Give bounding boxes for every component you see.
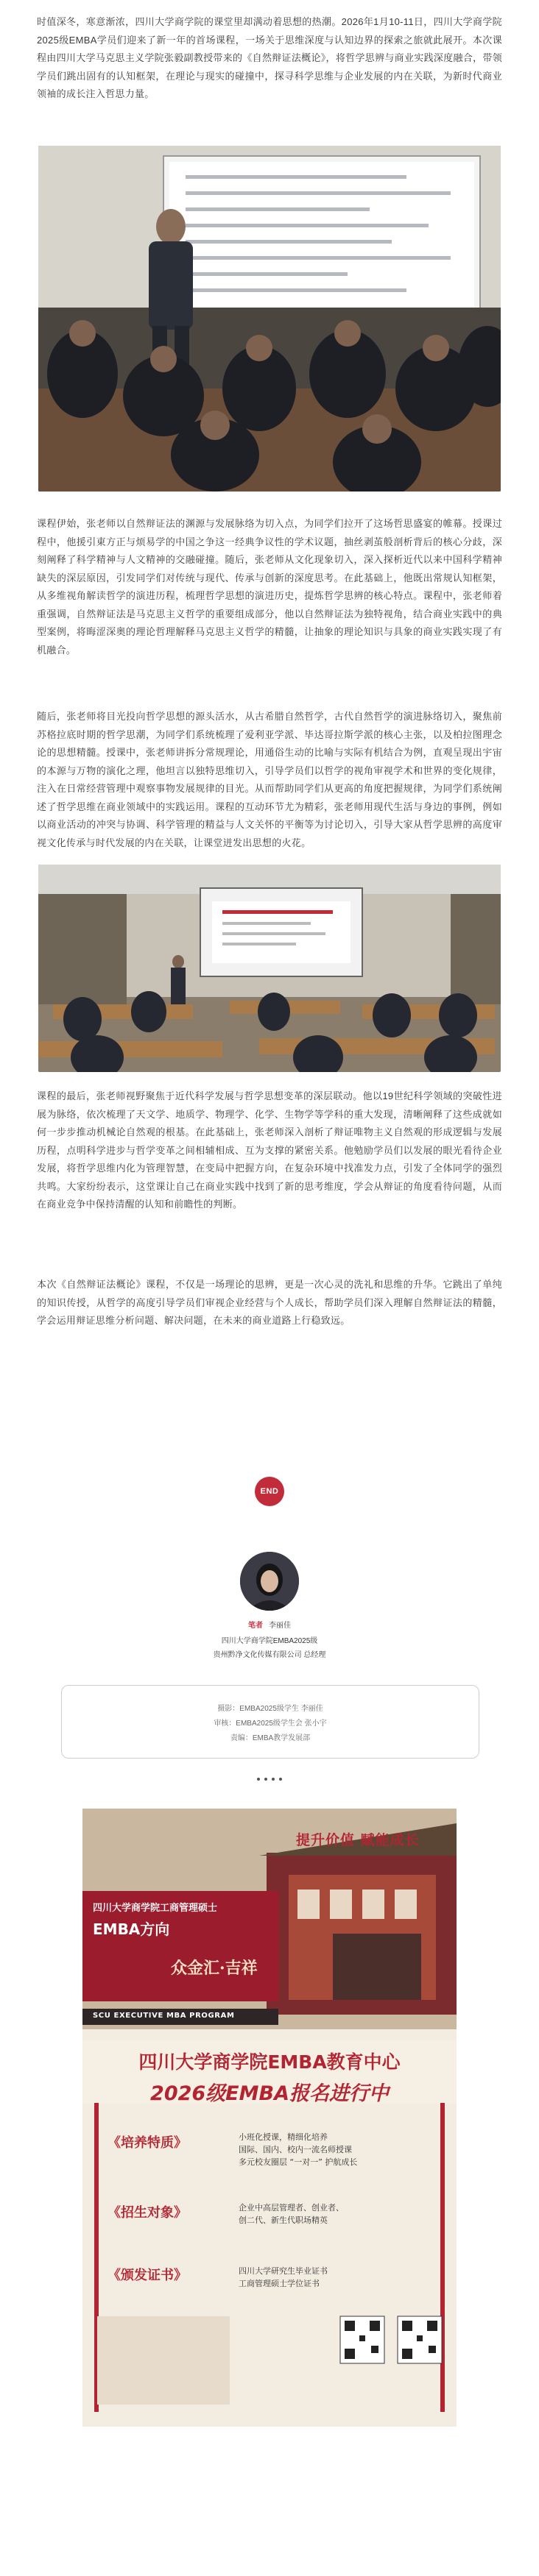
- poster-program-subtitle: EMBA方向: [93, 1920, 170, 1938]
- poster-program-title: 四川大学商学院工商管理硕士: [93, 1903, 218, 1914]
- credit-photographer: 摄影：EMBA2025级学生 李丽佳: [217, 1705, 323, 1713]
- author-avatar: [240, 1552, 299, 1611]
- poster-feature-2-line-1: 企业中高层管理者、创业者、: [239, 2203, 344, 2213]
- poster-feature-1-tag: 《培养特质》: [108, 2135, 187, 2151]
- summary-paragraph: 本次《自然辩证法概论》课程，不仅是一场理论的思辨，更是一次心灵的洗礼和思维的升华。它跳出了单纯的知识传授，从哲学的高度引导学员们审视企业经营与个人成长，帮助学员们深入理解自然辩证法的精髓，学会运用辩证思维分析问题、解决问题，在未来的商业道路上行稳致远。: [37, 1279, 502, 1326]
- poster-feature-3: [239, 2265, 328, 2290]
- poster-slogan: 提升价值 赋能成长: [296, 1832, 420, 1848]
- poster-feature-1: [239, 2131, 357, 2168]
- poster-feature-3-tag: 《颁发证书》: [108, 2268, 187, 2283]
- lecture-photo-2: [38, 865, 501, 1072]
- poster-brush-text: 众金汇·吉祥: [171, 1959, 258, 1978]
- lecture-photo-1: [38, 146, 501, 492]
- qr-code-1[interactable]: [340, 2316, 384, 2363]
- credits-box: [61, 1685, 479, 1759]
- qr-code-2[interactable]: [398, 2316, 442, 2363]
- poster-feature-1-line-2: 国际、国内、校内一流名师授课: [239, 2145, 352, 2154]
- poster-feature-1-line-3: 多元校友圈层 “一对一” 护航成长: [239, 2157, 358, 2167]
- author-byline: [0, 1619, 539, 1630]
- author-name: 李丽佳: [269, 1622, 291, 1630]
- author-class: 四川大学商学院EMBA2025级: [221, 1637, 318, 1645]
- poster-enroll-title: 2026级EMBA报名进行中: [150, 2082, 389, 2105]
- section-divider: [0, 1778, 539, 1781]
- poster-feature-2: [239, 2201, 344, 2226]
- poster-feature-2-tag: 《招生对象》: [108, 2205, 187, 2221]
- poster-feature-3-line-2: 工商管理硕士学位证书: [239, 2279, 320, 2288]
- intro-paragraph: 时值深冬，寒意渐浓，四川大学商学院的课堂里却满动着思想的热潮。2026年1月10-11日，四川大学商学院2025级EMBA学员们迎来了新一年的首场课程，一场关于思维深度与认知边界的探索之旅就此展开。本次课程由四川大学马克思主义学院张毅副教授带来的《自然辩证法概论》，将哲学思辨与商业实践深度融合，带领学员们跳出固有的认知框架，在理论与现实的碰撞中，探寻科学思维与企业发展的内在关联，为新时代商业领袖的成长注入哲思力量。: [37, 16, 502, 99]
- end-badge: END: [255, 1477, 284, 1506]
- modern-science-paragraph: 课程的最后，张老师视野聚焦于近代科学发展与哲学思想变革的深层联动。他以19世纪科学领域的突破性进展为脉络，依次梳理了天文学、地质学、物理学、化学、生物学等学科的重大发现，清晰阐释了这些成就如何一步步推动机械论自然观的根基。在此基础上，张老师深入剖析了辩证唯物主义自然观的形成逻辑与发展历程，点明科学进步与哲学变革之间相辅相成、互为支撑的紧密关系。他勉励学员们以发展的眼光看待企业发展，将哲学思维内化为管理智慧，在变局中把握方向，在复杂环境中找准发力点，引发了全体同学的强烈共鸣。大家纷纷表示，这堂课让自己在商业实践中找到了新的思考维度，学会从辩证的角度看待问题，从而在商业竞争中保持清醒的认知和前瞻性的判断。: [37, 1090, 502, 1210]
- credit-reviewer: 审核：EMBA2025级学生会 张小宇: [214, 1720, 327, 1728]
- poster-feature-1-line-1: 小班化授课，精细化培养: [239, 2132, 328, 2142]
- poster-program-en: SCU EXECUTIVE MBA PROGRAM: [93, 2012, 235, 2020]
- philosophy-origins-paragraph: 随后，张老师将目光投向哲学思想的源头活水，从古希腊自然哲学，古代自然哲学的演进脉络切入，聚焦前苏格拉底时期的哲学思潮，为同学们系统梳理了爱利亚学派、毕达哥拉斯学派的核心主张，以及柏拉图理念论的思想精髓。授课中，张老师讲拆分常规理论，用通俗生动的比喻与实际有机结合为例，直观呈现出宇宙的本源与万物的演化之理，他坦言以独特思维切入，引导学员们以哲学的视角审视学术和世界的变化规律，注入在日常经营管理中观察事物发展规律的目光。从而帮助同学们从更高的角度把握规律，为同学们系统阐述了哲学思维在商业领域中的实践运用。课程的互动环节尤为精彩，张老师用现代生活与身边的事例，例如以商业活动的冲突与协调、科学管理的精益与人文关怀的平衡等为讨论切入，引导大家从哲学思辨的高度审视文化传承与时代发展的内在关联，让课堂迸发出思想的火花。: [37, 711, 502, 848]
- credit-editor: 责编：EMBA教学发展部: [230, 1734, 311, 1742]
- author-tag: 笔者: [248, 1622, 263, 1630]
- poster-feature-3-line-1: 四川大学研究生毕业证书: [239, 2266, 328, 2276]
- poster-feature-2-line-2: 创二代、新生代职场精英: [239, 2215, 328, 2225]
- poster-center-title: 四川大学商学院EMBA教育中心: [138, 2051, 401, 2073]
- author-company: 贵州黔净文化传媒有限公司 总经理: [213, 1651, 326, 1659]
- course-opening-paragraph: 课程伊始，张老师以自然辩证法的渊源与发展脉络为切入点，为同学们拉开了这场哲思盛宴的帷幕。授课过程中，他援引東方正与烦易学的中国之争这一经典争议性的学术议题，抽丝剥茧般剖析背后的核心分歧，深刻阐释了科学精神与人文精神的交融碰撞。随后，张老师从文化现象切入，深入探析近代以来中国科学精神缺失的深层原因，引发同学们对传统与现代、传承与创新的深度思考。在此基础上，他既出常规认知框架，从多维视角解读哲学的演进历程，梳理哲学思想的演进历史，提炼哲学思辨的核心特点。课程中，张老师着重强调，自然辩证法是马克思主义哲学的重要组成部分，他以自然辩证法为独特视角，结合商业实践中的典型案例，将晦涩深奥的理论哲理解释马克思主义哲学的精髓，让抽象的理论知识与具象的商业实践实现了有机融合。: [37, 518, 502, 656]
- emba-recruitment-poster: [82, 1809, 457, 2427]
